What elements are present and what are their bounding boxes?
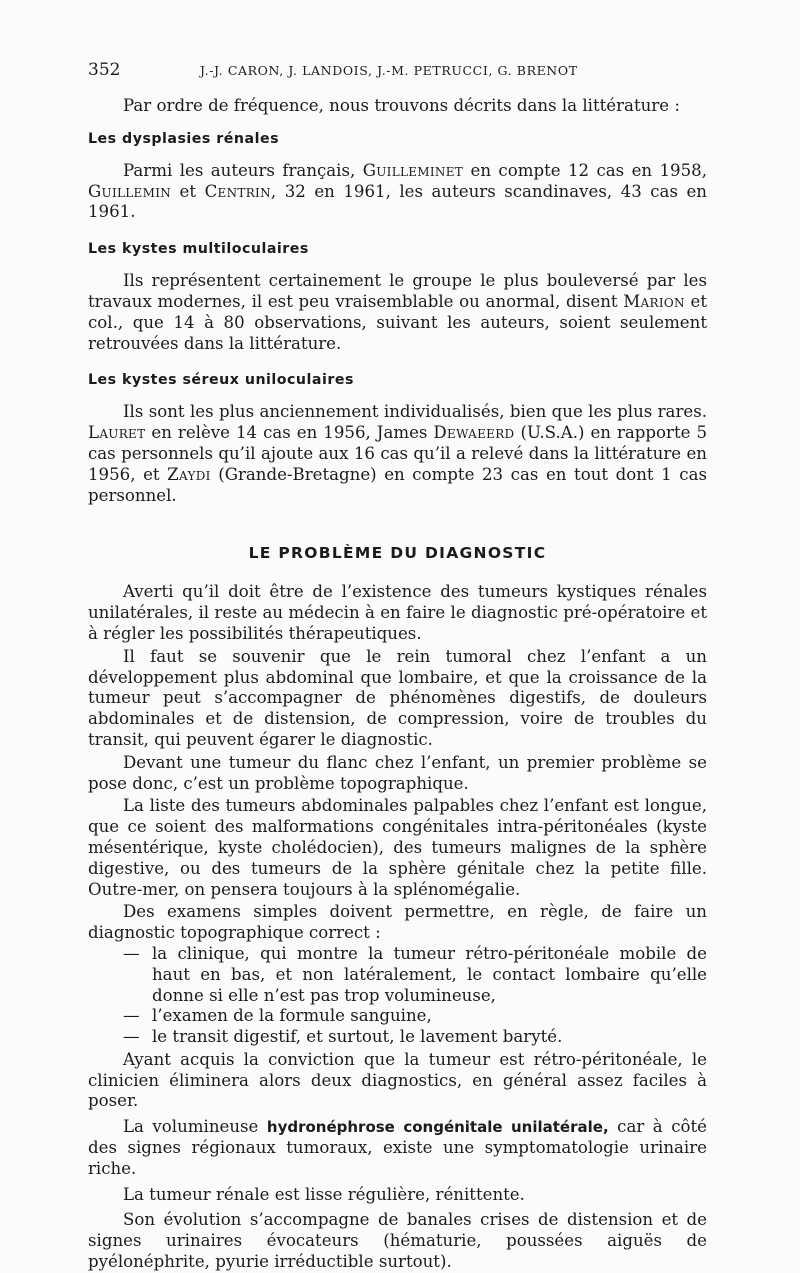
page-number: 352 [88, 60, 121, 80]
section-title-diagnostic: LE PROBLÈME DU DIAGNOSTIC [248, 544, 547, 563]
author-name: Dewaeerd [433, 423, 515, 443]
author-name: Marion [623, 291, 685, 311]
section-heading-multiloculaires: Les kystes multiloculaires [88, 241, 309, 258]
paragraph: La liste des tumeurs abdominales palpables chez l’enfant est longue, que ce soient des malformations congénitales intra-péritonéales (kyste mésentérique, kyste cholédocien), des tumeurs malignes de la sphère digestive, ou des tumeurs de la sphère génitale chez la petite fille. Outre-mer, on pensera toujours à la splénomégalie. [88, 796, 707, 899]
list-item: — l’examen de la formule sanguine, [123, 1006, 432, 1026]
paragraph: Son évolution s’accompagne de banales crises de distension et de signes urinaires évocateurs (hématurie, poussées aiguës de pyélonéphrite, pyurie irréductible surtout). [88, 1210, 707, 1272]
author-name: Centrin [204, 181, 271, 201]
running-head-authors: J.-J. CARON, J. LANDOIS, J.-M. PETRUCCI, G. BRENOT [200, 63, 578, 78]
paragraph: Devant une tumeur du flanc chez l’enfant, un premier problème se pose donc, c’est un problème topographique. [88, 752, 707, 793]
paragraph: Ayant acquis la conviction que la tumeur est rétro-péritonéale, le clinicien éliminera alors deux diagnostics, en général assez faciles à poser. [88, 1049, 707, 1111]
author-name: Guillemin [88, 181, 172, 201]
dash-bullet: — [123, 1027, 140, 1047]
article-body [88, 96, 707, 1273]
dash-bullet: — [123, 1006, 140, 1026]
paragraph: Il faut se souvenir que le rein tumoral chez l’enfant a un développement plus abdominal que lombaire, et que la croissance de la tumeur peut s’accompagner de phénomènes digestifs, de douleurs abdominales et de distension, de compression, voire de troubles du transit, qui peuvent égarer le diagnostic. [88, 646, 707, 749]
paragraph-dysplasies: Parmi les auteurs français, Guilleminet en compte 12 cas en 1958, Guillemin et Centrin, 32 en 1961, les auteurs scandinaves, 43 cas en 1961. [88, 160, 708, 222]
paragraph: La tumeur rénale est lisse régulière, rénittente. [123, 1184, 525, 1204]
paragraph-uniloculaires: Ils sont les plus anciennement individualisés, bien que les plus rares. Lauret en relève 14 cas en 1956, James Dewaeerd (U.S.A.) en rapporte 5 cas personnels qu’il ajoute aux 16 cas qu’il a relevé dans la littérature en 1956, et Zaydi (Grande-Bretagne) en compte 23 cas en tout dont 1 cas personnel. [88, 402, 708, 505]
paragraph: Averti qu’il doit être de l’existence des tumeurs kystiques rénales unilatérales, il reste au médecin à en faire le diagnostic pré-opératoire et à régler les possibilités thérapeutiques. [88, 582, 707, 643]
paragraph-multiloculaires: Ils représentent certainement le groupe le plus bouleversé par les travaux modernes, il est peu vraisemblable ou anormal, disent Marion et col., que 14 à 80 observations, suivant les auteurs, soient seulement retrouvées dans la littérature. [88, 271, 707, 353]
list-item: — le transit digestif, et surtout, le lavement baryté. [123, 1027, 563, 1047]
author-name: Zaydi [167, 464, 211, 484]
paragraph-hydronephrose: La volumineuse hydronéphrose congénitale unilatérale, car à côté des signes régionaux tumoraux, existe une symptomatologie urinaire riche. [88, 1117, 707, 1178]
intro-paragraph: Par ordre de fréquence, nous trouvons décrits dans la littérature : [123, 96, 680, 115]
author-name: Guilleminet [362, 160, 464, 180]
section-heading-uniloculaires: Les kystes séreux uniloculaires [88, 372, 354, 389]
bold-term: hydronéphrose congénitale unilatérale, [266, 1118, 609, 1137]
paragraph: Des examens simples doivent permettre, en règle, de faire un diagnostic topographique correct : [88, 902, 707, 943]
running-header [88, 60, 712, 84]
author-name: Lauret [88, 423, 146, 443]
dash-bullet: — [123, 943, 140, 963]
section-heading-dysplasies: Les dysplasies rénales [88, 130, 280, 147]
list-item: — la clinique, qui montre la tumeur rétro-péritonéale mobile de haut en bas, et non latéralement, le contact lombaire qu’elle donne si elle n’est pas trop volumineuse, [123, 943, 707, 1005]
